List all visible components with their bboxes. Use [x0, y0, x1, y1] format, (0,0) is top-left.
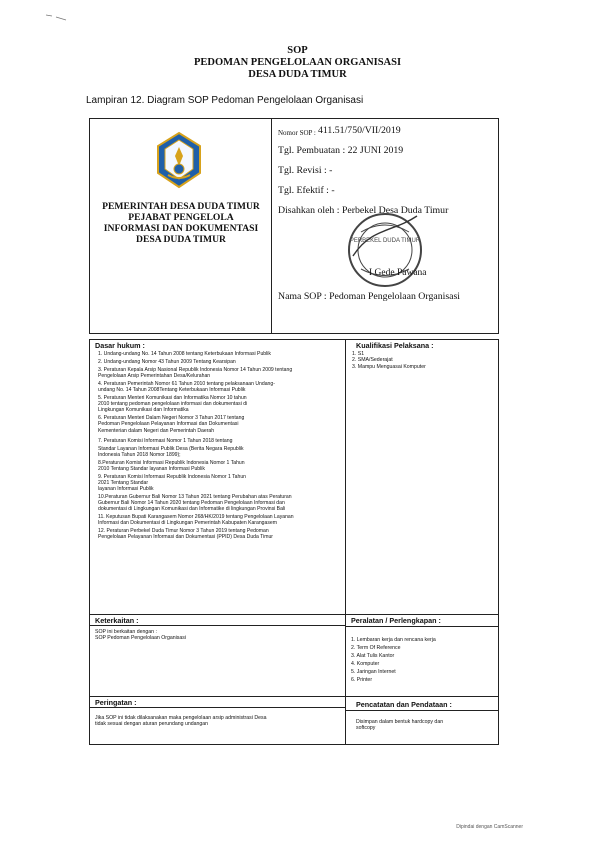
pencatatan-item: softcopy — [356, 725, 376, 732]
dasar-hukum-item: Pengelolaan Pelayanan Informasi dan Dokumentasi (PPID) Desa Duda Timur — [98, 534, 273, 541]
lower-table-divider-2 — [89, 696, 499, 697]
disahkan-oleh: Disahkan oleh : Perbekel Desa Duda Timur — [278, 205, 449, 216]
dasar-hukum-item: layanan Informasi Publik — [98, 485, 154, 492]
pencatatan-list — [356, 719, 491, 732]
peralatan-list — [351, 636, 491, 684]
top-table-divider — [271, 118, 272, 334]
tgl-efektif: Tgl. Efektif : - — [278, 185, 335, 196]
peralatan-heading: Peralatan / Perlengkapan : — [351, 616, 441, 625]
kualifikasi-item: 3. Mampu Menguasai Komputer — [352, 363, 426, 370]
top-table-top-border — [89, 118, 499, 119]
nomor-sop-label: Nomor SOP : — [278, 129, 316, 137]
dasar-hukum-item: Kementerian dalam Negeri dan Pemerintah Daerah — [98, 427, 215, 434]
tgl-pembuatan: Tgl. Pembuatan : 22 JUNI 2019 — [278, 145, 404, 156]
dasar-hukum-item: 2010 Tentang Standar layanan Informasi Publik — [98, 465, 205, 472]
peringatan-heading-line — [90, 707, 345, 708]
organization-line-2: PEJABAT PENGELOLA — [128, 212, 234, 223]
keterkaitan-list — [95, 629, 335, 642]
dasar-hukum-item: undang No. 14 Tahun 2008Tentang Keterbukaan Informasi Publik — [98, 387, 246, 394]
peralatan-item: 2. Term Of Reference — [351, 645, 401, 651]
dasar-hukum-item: 2. Undang-undang Nomor 43 Tahun 2009 Tentang Kearsipan — [98, 359, 236, 365]
peralatan-item: 3. Alat Tulis Kantor — [351, 653, 395, 659]
pencatatan-item: Disimpan dalam bentuk hardcopy dan — [356, 719, 444, 725]
dasar-hukum-item: 11. Keputusan Bupati Karangasem Nomor 268/HK/2019 tentang Pengelolaan Layanan — [98, 514, 294, 521]
peringatan-heading: Peringatan : — [95, 698, 137, 707]
dasar-hukum-item: dokumentasi di Lingkungan Komunikasi dan Informatike di lingkungan Provinsi Bali — [98, 506, 286, 513]
lower-table-left-border — [89, 339, 90, 744]
peringatan-item: tidak sesuai dengan aturan perundang undangan — [95, 721, 209, 728]
dasar-hukum-item: Informasi dan Dokumentasi di Lingkungan Pemerintah Kabupaten Karangasem — [98, 520, 277, 527]
peralatan-heading-line — [346, 626, 498, 627]
dasar-hukum-list — [98, 351, 346, 540]
dasar-hukum-item: 2010 tentang pedoman pengelolaan informasi dan dokumentasi di — [98, 401, 248, 408]
dasar-hukum-item: 8.Peraturan Komisi Informasi Republik Indonesia Nomor 1 Tahun — [98, 459, 245, 466]
keterkaitan-heading: Keterkaitan : — [95, 616, 139, 625]
nomor-sop-value: 411.51/750/VII/2019 — [318, 125, 401, 136]
dasar-hukum-item: Pedoman Pengelolaan Pelayanan Informasi dan Dokumentasi — [98, 421, 239, 428]
dasar-hukum-heading: Dasar hukum : — [95, 341, 145, 350]
dasar-hukum-item: Gubernur Bali Nomor 14 Tahun 2020 tentang Pedoman Pengelolaan Informasi dan — [98, 500, 285, 507]
stamp-text: PERBEKEL DUDA TIMUR — [349, 238, 421, 244]
keterkaitan-heading-line — [90, 625, 345, 626]
peralatan-item: 1. Lembaran kerja dan rencana kerja — [351, 637, 436, 643]
dasar-hukum-item: 1. Undang-undang No. 14 Tahun 2008 tentang Keterbukaan Informasi Publik — [98, 351, 271, 357]
official-stamp-icon — [343, 208, 427, 292]
top-table-right-border — [498, 118, 499, 334]
nama-sop: Nama SOP : Pedoman Pengelolaan Organisasi — [278, 291, 461, 302]
doc-title-desa: DESA DUDA TIMUR — [248, 69, 347, 80]
dasar-hukum-item: 4. Peraturan Pemerintah Nomor 61 Tahun 2010 tentang pelaksanaan Undang- — [98, 381, 275, 388]
lower-table-right-border — [498, 339, 499, 744]
top-table-bottom-border — [89, 333, 499, 334]
doc-title-pedoman: PEDOMAN PENGELOLAAN ORGANISASI — [193, 57, 402, 68]
keterkaitan-item: SOP Pedoman Pengelolaan Organisasi — [95, 635, 187, 642]
pencatatan-heading-line — [346, 710, 498, 711]
keterkaitan-item: SOP ini berkaitan dengan : — [95, 629, 157, 635]
organization-line-3: INFORMASI DAN DOKUMENTASI — [103, 223, 259, 234]
kualifikasi-heading: Kualifikasi Pelaksana : — [356, 341, 434, 350]
lower-table-top-border — [89, 339, 499, 340]
dasar-hukum-item: 9. Peraturan Komisi Informasi Republik Indonesia Nomor 1 Tahun — [98, 473, 246, 480]
lower-table-bottom-border — [89, 744, 499, 745]
dasar-hukum-item: 7. Peraturan Komisi Informasi Nomor 1 Tahun 2018 tentang — [98, 437, 233, 444]
dasar-hukum-item: Lingkungan Komunikasi dan Informatika — [98, 407, 189, 414]
peralatan-item: 6. Printer — [351, 677, 373, 683]
dasar-hukum-item: Standar Layanan Informasi Publik Desa (Berita Negara Republik — [98, 445, 244, 452]
scanner-watermark: Dipindai dengan CamScanner — [456, 824, 523, 830]
tgl-revisi: Tgl. Revisi : - — [278, 165, 333, 176]
dasar-hukum-item: 12. Peraturan Perbekel Duda Timur Nomor 3 Tahun 2019 tentang Pedoman — [98, 528, 269, 535]
peralatan-item: 4. Komputer — [351, 661, 380, 667]
organization-block — [92, 201, 270, 245]
dasar-hukum-item: 5. Peraturan Menteri Komunikasi dan Informatika Nomor 10 tahun — [98, 395, 247, 402]
dasar-hukum-item: 6. Peraturan Menteri Dalam Negeri Nomor 3 Tahun 2017 tentang — [98, 415, 245, 422]
pencatatan-heading: Pencatatan dan Pendataan : — [356, 700, 452, 709]
lower-table-divider-1 — [89, 614, 499, 615]
kualifikasi-list — [352, 351, 492, 370]
dasar-hukum-item: Indonesia Tahun 2018 Nomor 1899); — [98, 451, 181, 458]
organization-line-1: PEMERINTAH DESA DUDA TIMUR — [102, 201, 260, 212]
peringatan-list — [95, 715, 335, 728]
dasar-hukum-item: 2021 Tentang Standar — [98, 479, 149, 486]
kualifikasi-item: 2. SMA/Sederajat — [352, 357, 393, 364]
lampiran-caption: Lampiran 12. Diagram SOP Pedoman Pengelolaan Organisasi — [86, 95, 364, 106]
peralatan-item: 5. Jaringan Internet — [351, 669, 396, 675]
kualifikasi-item: 1. S1 — [352, 351, 365, 357]
corner-mark — [44, 12, 68, 22]
signer-name: I Gede Pawana — [369, 268, 427, 278]
dasar-hukum-item: Pengelolaan Arsip Pemerintahan Desa/Kelurahan — [98, 373, 211, 380]
karangasem-emblem-icon — [154, 131, 204, 189]
dasar-hukum-item: 3. Peraturan Kepala Arsip Nasional Republik Indonesia Nomor 14 Tahun 2009 tentang — [98, 367, 293, 373]
peringatan-item: Jika SOP ini tidak dilaksanakan maka pengelolaan arsip administrasi Desa — [95, 715, 267, 721]
top-table-left-border — [89, 118, 90, 334]
doc-title-sop: SOP — [287, 45, 308, 56]
dasar-hukum-item: 10.Peraturan Gubernur Bali Nomor 13 Tahun 2021 tentang Perubahan atas Peraturan — [98, 493, 292, 500]
organization-line-4: DESA DUDA TIMUR — [136, 234, 226, 245]
